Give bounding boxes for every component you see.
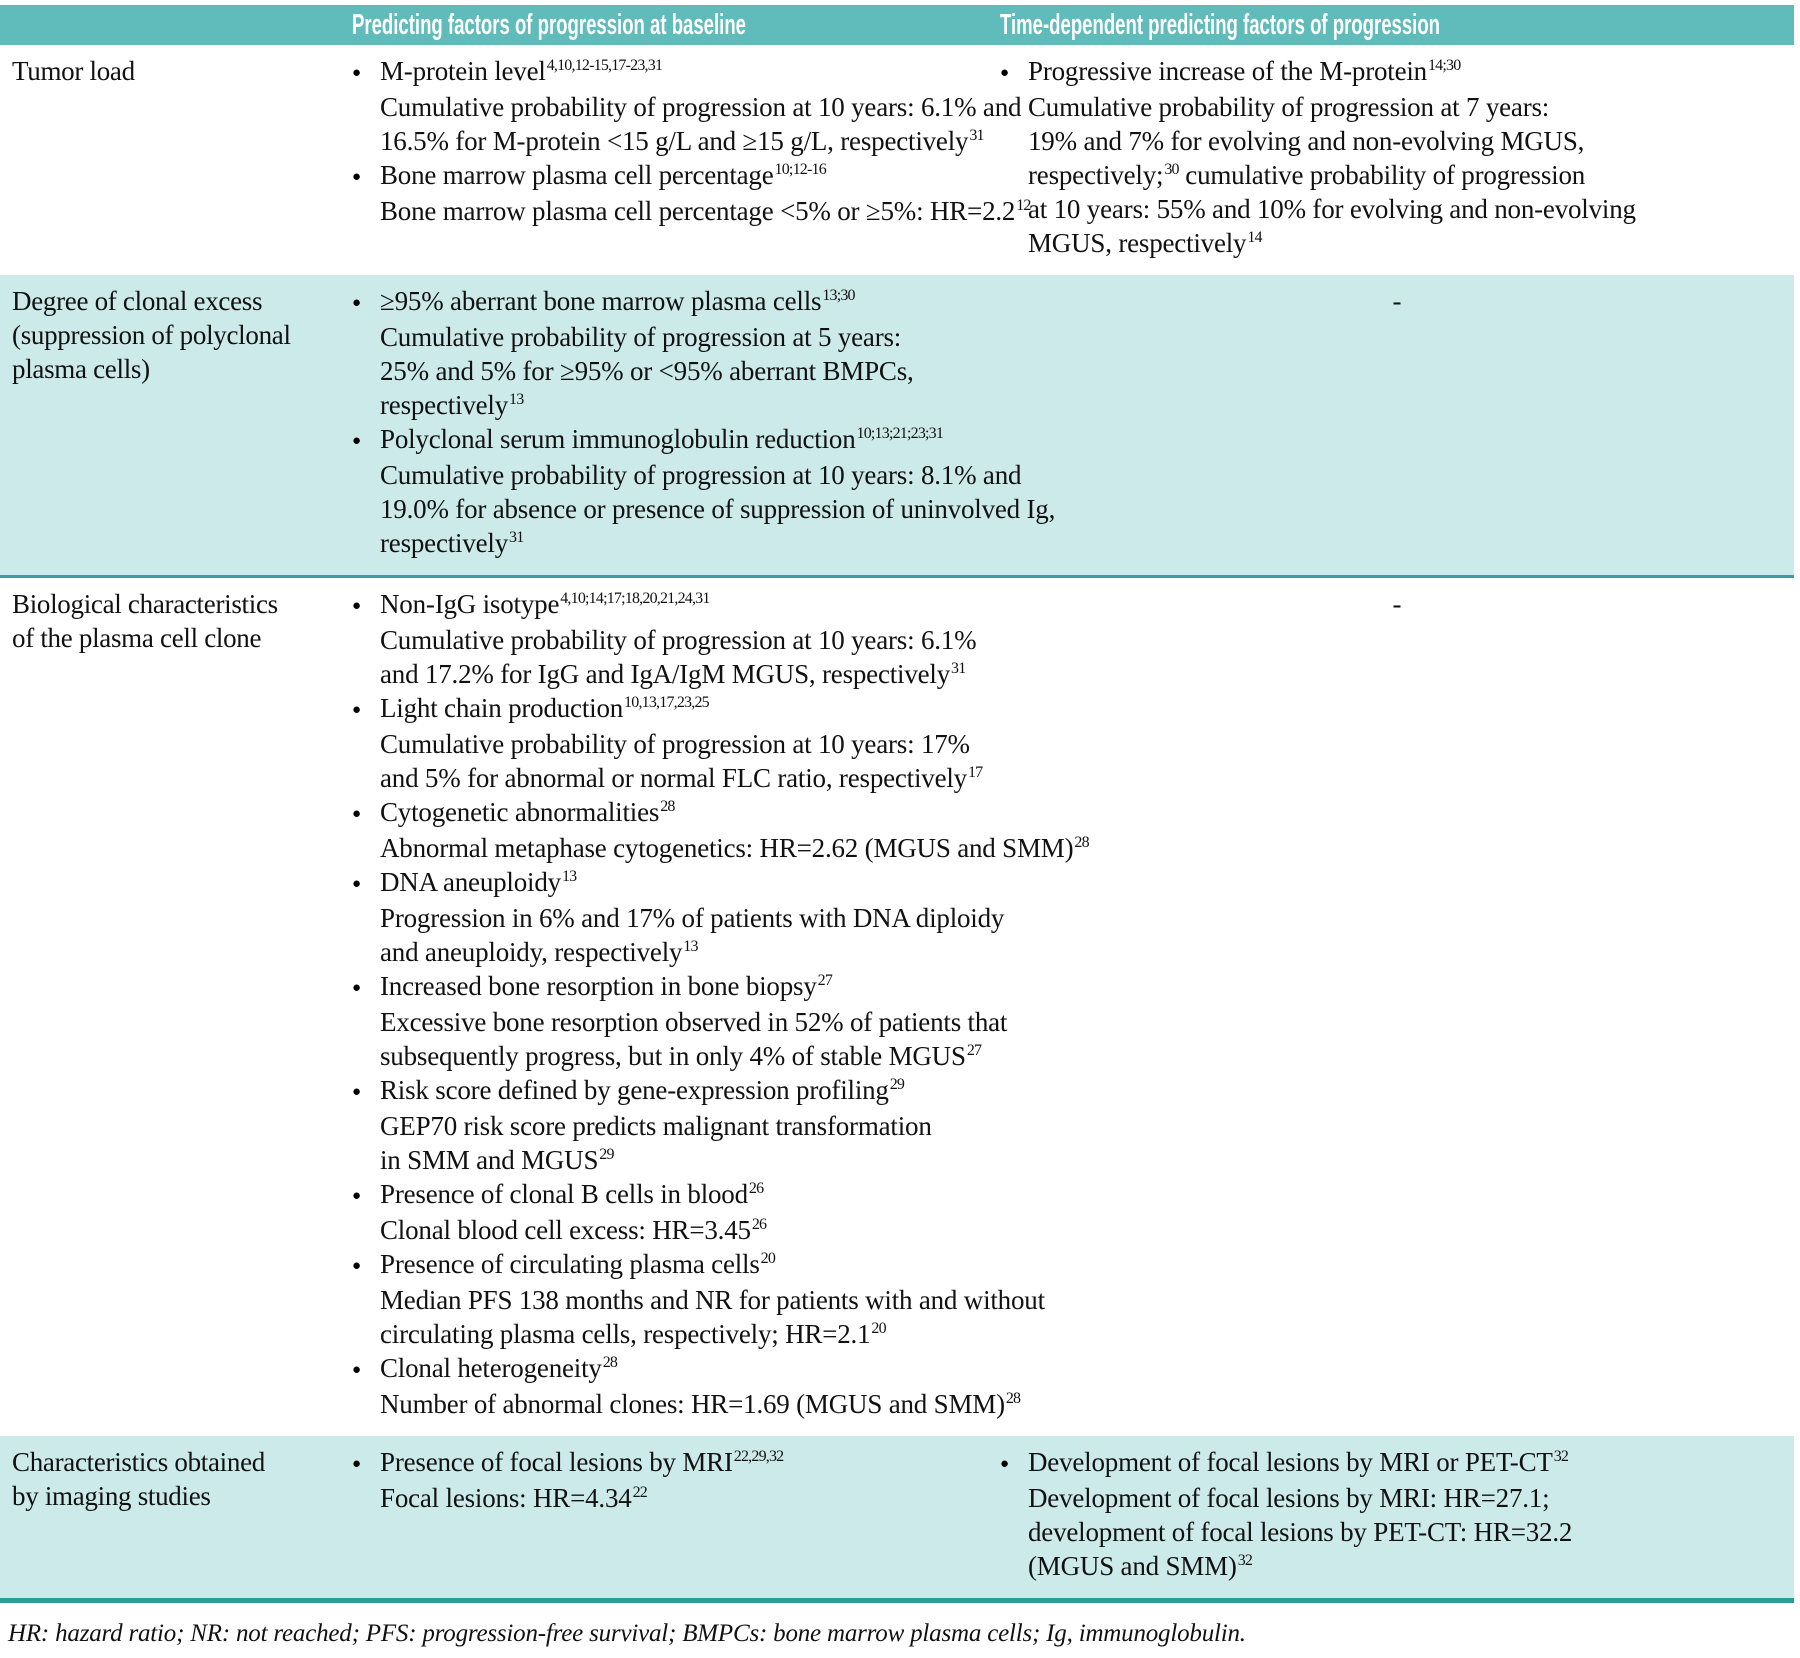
text-segment: cumulative probability of progression — [1178, 160, 1586, 190]
bullet-item — [352, 422, 1056, 560]
text-segment: 16.5% for M-protein <15 g/L and ≥15 g/L, respectively — [380, 126, 969, 156]
item-detail-line — [1000, 226, 1794, 260]
reference-superscript: 13 — [509, 391, 524, 408]
item-title-line — [352, 1351, 1000, 1387]
text-segment: Non-IgG isotype — [380, 589, 560, 619]
item-title-line — [352, 422, 1000, 458]
item-detail-line — [352, 831, 1089, 865]
row-label — [0, 1445, 352, 1583]
reference-superscript: 31 — [509, 529, 524, 546]
table-row-clonal-excess — [0, 275, 1794, 578]
reference-superscript: 32 — [1237, 1552, 1253, 1569]
item-title-line — [352, 587, 1000, 623]
reference-superscript: 28 — [1074, 834, 1089, 851]
bullet-icon: ● — [352, 1188, 361, 1204]
text-segment: DNA aneuploidy — [380, 867, 561, 897]
text-segment: Cumulative probability of progression at 10 years: 17% — [380, 729, 970, 759]
row-label — [0, 587, 352, 1421]
row-label-line: Degree of clonal excess — [12, 286, 263, 316]
text-segment: Bone marrow plasma cell percentage <5% or ≥5%: HR=2.2 — [380, 196, 1016, 226]
table-row-biological-characteristics — [0, 578, 1794, 1436]
reference-superscript: 13 — [561, 868, 577, 885]
text-segment: Polyclonal serum immunoglobulin reduction — [380, 424, 856, 454]
text-segment: circulating plasma cells, respectively; HR=2.1 — [380, 1319, 871, 1349]
reference-superscript: 22,29,32 — [733, 1448, 784, 1465]
text-segment: Cumulative probability of progression at 5 years: — [380, 322, 902, 352]
item-detail-line — [352, 458, 1022, 492]
time-dependent-factors-cell-empty: - — [1392, 286, 1402, 316]
row-label-line: (suppression of polyclonal — [12, 320, 291, 350]
item-detail-line — [352, 1317, 1000, 1351]
row-label-line: Characteristics obtained — [12, 1447, 265, 1477]
bullet-item — [352, 691, 1000, 795]
bullet-icon: ● — [352, 806, 361, 822]
item-title-line — [1000, 1445, 1794, 1481]
table-row-imaging-studies — [0, 1436, 1794, 1603]
item-detail-line — [352, 320, 1000, 354]
baseline-factors-cell — [352, 1445, 1000, 1583]
item-detail-line — [352, 761, 1000, 795]
text-segment: MGUS, respectively — [1028, 228, 1247, 258]
text-segment: Increased bone resorption in bone biopsy — [380, 971, 817, 1001]
text-segment: and 17.2% for IgG and IgA/IgM MGUS, respectively — [380, 659, 951, 689]
reference-superscript: 13 — [683, 938, 698, 955]
text-segment: Presence of focal lesions by MRI — [380, 1447, 733, 1477]
bullet-icon: ● — [1000, 1456, 1009, 1472]
header-baseline-factors: Predicting factors of progression at baseline — [352, 8, 746, 41]
text-segment: Development of focal lesions by MRI: HR=27.1; — [1028, 1483, 1550, 1513]
text-segment: M-protein level — [380, 56, 546, 86]
item-detail-line — [352, 1109, 1000, 1143]
item-title-line — [352, 284, 1000, 320]
reference-superscript: 20 — [871, 1320, 886, 1337]
table-header-row — [0, 5, 1794, 45]
baseline-factors-cell — [352, 587, 1089, 1421]
item-detail-line — [352, 388, 1000, 422]
item-detail-line — [352, 124, 1000, 158]
bullet-icon: ● — [352, 702, 361, 718]
item-detail-line — [352, 623, 1000, 657]
row-label — [0, 284, 352, 560]
item-detail-line — [1000, 90, 1794, 124]
bullet-item — [352, 54, 1022, 158]
item-detail-line — [352, 354, 1000, 388]
item-title-line — [352, 795, 1000, 831]
item-detail-line — [352, 657, 1000, 691]
text-segment: development of focal lesions by PET-CT: HR=32.2 — [1028, 1517, 1573, 1547]
bullet-item — [352, 284, 1000, 422]
item-detail-line — [1000, 124, 1794, 158]
time-dependent-factors-cell — [1000, 1445, 1794, 1583]
table-row-tumor-load — [0, 45, 1794, 275]
reference-superscript: 28 — [1005, 1390, 1021, 1407]
text-segment: Cumulative probability of progression at 7 years: — [1028, 92, 1550, 122]
reference-superscript: 10;12-16 — [774, 161, 826, 178]
reference-superscript: 31 — [951, 660, 966, 677]
item-title-line — [352, 691, 1000, 727]
text-segment: 19% and 7% for evolving and non-evolving MGUS, — [1028, 126, 1585, 156]
reference-superscript: 27 — [817, 972, 833, 989]
text-segment: Median PFS 138 months and NR for patients with and without — [380, 1285, 1045, 1315]
table-body — [0, 45, 1794, 1603]
baseline-factors-cell — [352, 54, 1031, 260]
text-segment: Excessive bone resorption observed in 52% of patients that — [380, 1007, 1008, 1037]
text-segment: Focal lesions: HR=4.34 — [380, 1483, 632, 1513]
reference-superscript: 4,10;14;17;18,20,21,24,31 — [560, 590, 710, 607]
row-label-line: of the plasma cell clone — [12, 623, 262, 653]
text-segment: Cumulative probability of progression at 10 years: 6.1% and — [380, 92, 1022, 122]
item-title-line — [352, 158, 1000, 194]
bullet-icon: ● — [352, 980, 361, 996]
text-segment: Clonal heterogeneity — [380, 1353, 602, 1383]
bullet-icon: ● — [352, 1258, 361, 1274]
reference-superscript: 4,10,12-15,17-23,31 — [546, 57, 663, 74]
text-segment: Development of focal lesions by MRI or PET-CT — [1028, 1447, 1553, 1477]
text-segment: Clonal blood cell excess: HR=3.45 — [380, 1215, 751, 1245]
item-detail-line — [1000, 192, 1794, 226]
reference-superscript: 31 — [969, 127, 984, 144]
bullet-icon: ● — [352, 598, 361, 614]
text-segment: 19.0% for absence or presence of suppression of uninvolved Ig, — [380, 494, 1056, 524]
text-segment: GEP70 risk score predicts malignant transformation — [380, 1111, 932, 1141]
bullet-icon: ● — [352, 433, 361, 449]
item-title-line — [352, 1445, 1000, 1481]
text-segment: respectively — [380, 390, 509, 420]
item-title-line — [352, 54, 1000, 90]
item-title-line — [352, 969, 1000, 1005]
reference-superscript: 14;30 — [1427, 57, 1461, 74]
item-detail-line — [352, 1283, 1045, 1317]
text-segment: Presence of circulating plasma cells — [380, 1249, 760, 1279]
text-segment: respectively; — [1028, 160, 1164, 190]
text-segment: Risk score defined by gene-expression profiling — [380, 1075, 889, 1105]
item-detail-line — [352, 526, 1000, 560]
bullet-item — [352, 865, 1005, 969]
text-segment: Presence of clonal B cells in blood — [380, 1179, 748, 1209]
item-detail-line — [352, 1143, 1000, 1177]
reference-superscript: 14 — [1247, 229, 1262, 246]
row-label — [0, 54, 352, 260]
text-segment: Progressive increase of the M-protein — [1028, 56, 1427, 86]
mgus-progression-table-page — [0, 5, 1794, 1658]
reference-superscript: 30 — [1164, 161, 1179, 178]
item-detail-line — [352, 1039, 1000, 1073]
reference-superscript: 32 — [1553, 1448, 1569, 1465]
reference-superscript: 10;13;21;23;31 — [856, 425, 944, 442]
reference-superscript: 29 — [599, 1146, 614, 1163]
bullet-icon: ● — [352, 1362, 361, 1378]
text-segment: Progression in 6% and 17% of patients with DNA diploidy — [380, 903, 1005, 933]
text-segment: and aneuploidy, respectively — [380, 937, 683, 967]
bullet-item — [1000, 54, 1794, 260]
bullet-item — [352, 795, 1089, 865]
text-segment: (MGUS and SMM) — [1028, 1551, 1237, 1581]
text-segment: Cumulative probability of progression at 10 years: 8.1% and — [380, 460, 1022, 490]
bullet-icon: ● — [1000, 65, 1009, 81]
text-segment: Light chain production — [380, 693, 624, 723]
header-time-dependent-factors: Time-dependent predicting factors of progression — [1000, 8, 1440, 41]
text-segment: Abnormal metaphase cytogenetics: HR=2.62 (MGUS and SMM) — [380, 833, 1074, 863]
reference-superscript: 26 — [751, 1216, 767, 1233]
text-segment: and 5% for abnormal or normal FLC ratio, respectively — [380, 763, 967, 793]
reference-superscript: 22 — [632, 1484, 647, 1501]
text-segment: 25% and 5% for ≥95% or <95% aberrant BMPCs, — [380, 356, 914, 386]
bullet-item — [352, 1351, 1021, 1421]
baseline-factors-cell — [352, 284, 1056, 560]
table-footnote: HR: hazard ratio; NR: not reached; PFS: progression-free survival; BMPCs: bone marrow plasma cells; Ig, immunoglobulin. — [8, 1620, 1246, 1647]
item-title-line — [352, 1073, 1000, 1109]
bullet-item — [352, 1445, 1000, 1515]
bullet-icon: ● — [352, 169, 361, 185]
reference-superscript: 29 — [889, 1076, 905, 1093]
text-segment: Cumulative probability of progression at 10 years: 6.1% — [380, 625, 977, 655]
bullet-item — [1000, 1445, 1794, 1583]
bullet-icon: ● — [352, 65, 361, 81]
bullet-item — [352, 1073, 1000, 1177]
bullet-icon: ● — [352, 1084, 361, 1100]
text-segment: ≥95% aberrant bone marrow plasma cells — [380, 286, 822, 316]
text-segment: at 10 years: 55% and 10% for evolving and non-evolving — [1028, 194, 1636, 224]
text-segment: in SMM and MGUS — [380, 1145, 599, 1175]
item-detail-line — [352, 194, 1031, 228]
bullet-item — [352, 158, 1031, 228]
item-detail-line — [352, 1005, 1008, 1039]
row-label-line: Tumor load — [12, 56, 135, 86]
reference-superscript: 12 — [1016, 197, 1031, 214]
item-detail-line — [1000, 1481, 1794, 1515]
item-detail-line — [352, 90, 1022, 124]
text-segment: subsequently progress, but in only 4% of stable MGUS — [380, 1041, 966, 1071]
time-dependent-factors-cell-empty: - — [1392, 589, 1402, 619]
reference-superscript: 17 — [967, 764, 983, 781]
time-dependent-factors-cell — [1000, 54, 1794, 260]
item-detail-line — [352, 727, 1000, 761]
reference-superscript: 20 — [760, 1250, 776, 1267]
bullet-item — [352, 969, 1008, 1073]
item-detail-line — [352, 1481, 1000, 1515]
reference-superscript: 28 — [660, 798, 675, 815]
text-segment: Number of abnormal clones: HR=1.69 (MGUS and SMM) — [380, 1389, 1005, 1419]
reference-superscript: 27 — [966, 1042, 982, 1059]
text-segment: Bone marrow plasma cell percentage — [380, 160, 774, 190]
item-detail-line — [1000, 1549, 1794, 1583]
item-detail-line — [352, 901, 1005, 935]
bullet-item — [352, 1177, 1000, 1247]
bullet-icon: ● — [352, 876, 361, 892]
bullet-item — [352, 587, 1000, 691]
item-detail-line — [1000, 1515, 1794, 1549]
item-detail-line — [352, 935, 1000, 969]
row-label-line: Biological characteristics — [12, 589, 278, 619]
item-title-line — [352, 1177, 1000, 1213]
item-detail-line — [352, 1213, 1000, 1247]
reference-superscript: 28 — [602, 1354, 618, 1371]
item-title-line — [352, 865, 1000, 901]
text-segment: respectively — [380, 528, 509, 558]
bullet-icon: ● — [352, 295, 361, 311]
reference-superscript: 10,13,17,23,25 — [624, 694, 709, 711]
text-segment: Cytogenetic abnormalities — [380, 797, 660, 827]
row-label-line: by imaging studies — [12, 1481, 211, 1511]
row-label-line: plasma cells) — [12, 354, 150, 384]
bullet-icon: ● — [352, 1456, 361, 1472]
item-title-line — [1000, 54, 1794, 90]
reference-superscript: 26 — [748, 1180, 764, 1197]
bullet-item — [352, 1247, 1045, 1351]
reference-superscript: 13;30 — [822, 287, 855, 304]
item-detail-line — [352, 492, 1056, 526]
item-detail-line — [352, 1387, 1021, 1421]
item-title-line — [352, 1247, 1000, 1283]
item-detail-line — [1000, 158, 1794, 192]
